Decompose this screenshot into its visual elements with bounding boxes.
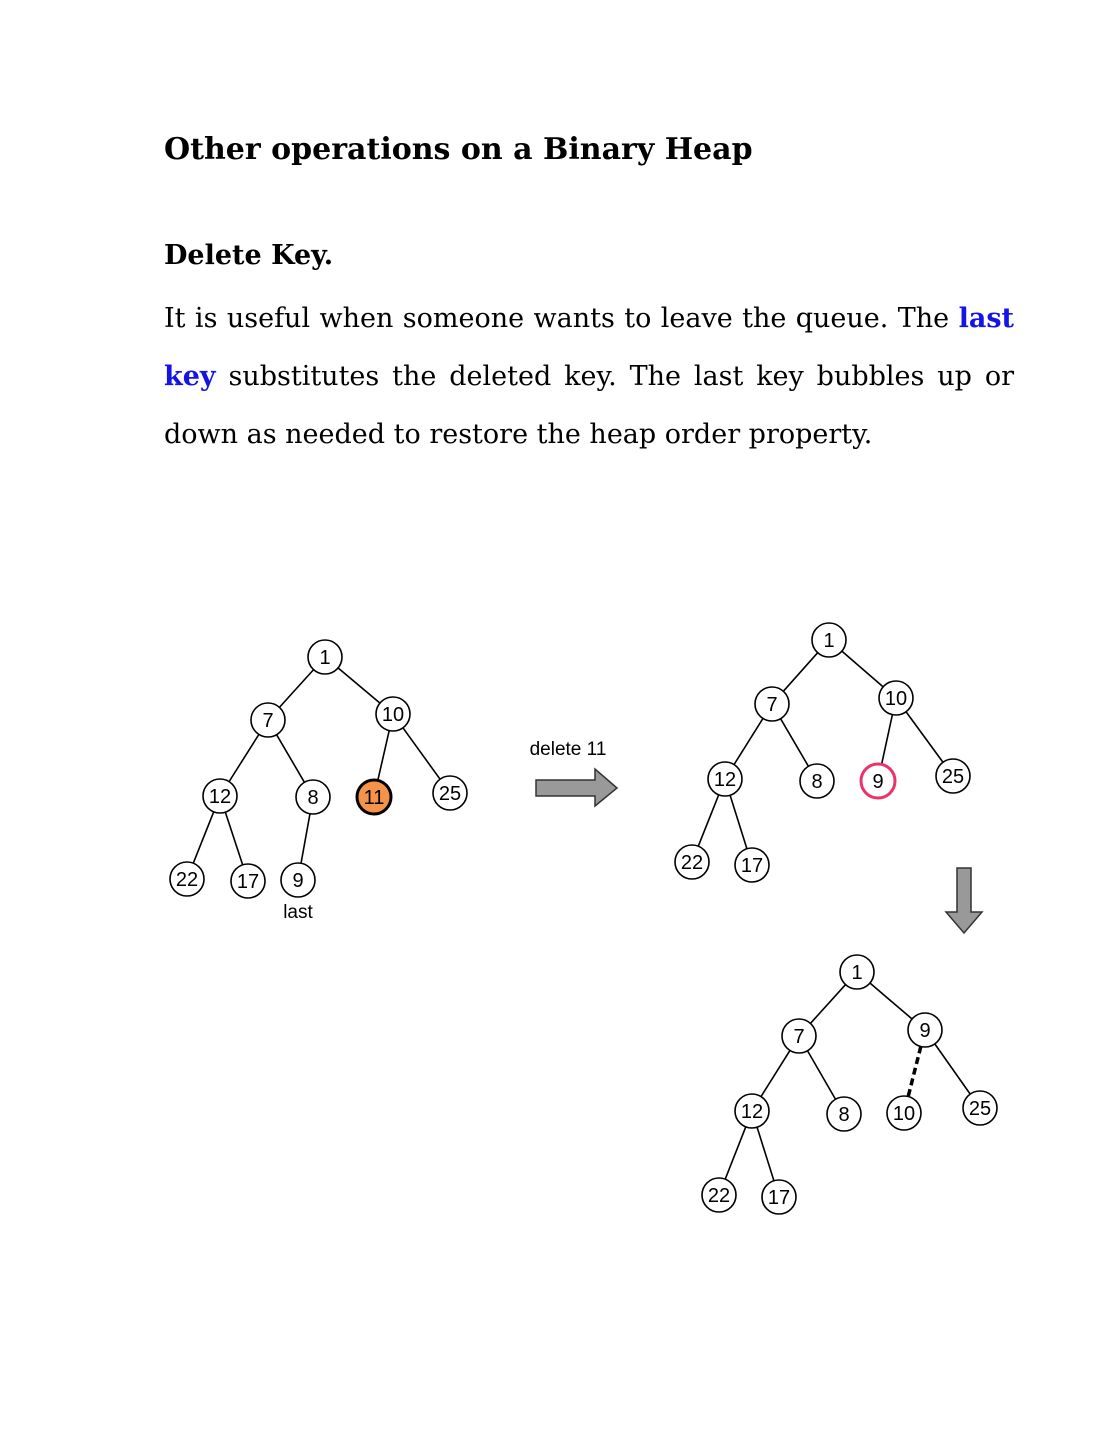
node-label: 10 <box>892 1103 916 1125</box>
tree-edge <box>225 812 242 865</box>
last-label: last <box>283 902 313 923</box>
node-label: 8 <box>307 787 319 809</box>
tree-edge <box>781 719 809 767</box>
para-text-before: It is useful when someone wants to leave the queue. The <box>164 303 959 334</box>
node-label: 7 <box>793 1026 805 1048</box>
node-label: 1 <box>823 630 835 652</box>
page-title: Other operations on a Binary Heap <box>164 132 753 167</box>
tree-edge <box>730 795 747 849</box>
node-label: 11 <box>363 787 385 809</box>
tree-edge <box>277 735 305 783</box>
right-arrow-icon <box>536 769 617 806</box>
node-label: 22 <box>707 1185 731 1207</box>
tree-edge <box>908 1046 921 1096</box>
down-arrow-icon <box>946 868 982 933</box>
tree-edge <box>882 715 893 765</box>
highlight-last-key: last key <box>164 303 1014 392</box>
tree-edge <box>193 812 213 863</box>
tree-edge <box>810 985 845 1024</box>
node-label: 7 <box>262 710 274 732</box>
node-label: 10 <box>381 704 405 726</box>
tree-edge <box>761 1050 790 1096</box>
node-label: 9 <box>919 1020 931 1042</box>
tree-edge <box>301 814 310 864</box>
tree-edge <box>403 728 440 779</box>
node-label: 1 <box>319 647 331 669</box>
node-label: 22 <box>680 852 704 874</box>
node-label: 22 <box>175 869 199 891</box>
tree-edge <box>279 670 313 708</box>
node-label: 7 <box>766 694 778 716</box>
tree-edge <box>757 1127 774 1181</box>
node-label: 12 <box>208 786 232 808</box>
tree-edge <box>807 1051 835 1100</box>
section-heading: Delete Key. <box>164 240 334 271</box>
node-label: 25 <box>968 1098 992 1120</box>
tree-edge <box>935 1044 970 1094</box>
node-label: 8 <box>838 1104 850 1126</box>
node-label: 12 <box>713 769 737 791</box>
node-label: 9 <box>872 771 884 793</box>
node-label: 17 <box>236 871 260 893</box>
tree-edge <box>842 651 883 687</box>
para-text-after: substitutes the deleted key. The last key bubbles up or down as needed to restore the heap order property. <box>164 361 1014 450</box>
node-label: 8 <box>811 771 823 793</box>
tree-edge <box>870 983 912 1019</box>
tree-edge <box>783 653 817 692</box>
node-label: 9 <box>292 870 304 892</box>
node-label: 25 <box>438 783 462 805</box>
tree-edge <box>725 1127 746 1179</box>
tree-edge <box>338 668 380 703</box>
tree-edge <box>229 734 259 781</box>
node-label: 17 <box>767 1187 791 1209</box>
node-label: 17 <box>740 855 764 877</box>
node-label: 10 <box>884 688 908 710</box>
tree-edge <box>734 718 763 764</box>
tree-edge <box>698 795 718 846</box>
node-label: 12 <box>740 1101 764 1123</box>
arrow-label: delete 11 <box>529 739 607 760</box>
tree-edge <box>378 731 389 781</box>
node-label: 1 <box>851 962 863 984</box>
node-label: 25 <box>941 766 965 788</box>
tree-edge <box>906 712 943 763</box>
